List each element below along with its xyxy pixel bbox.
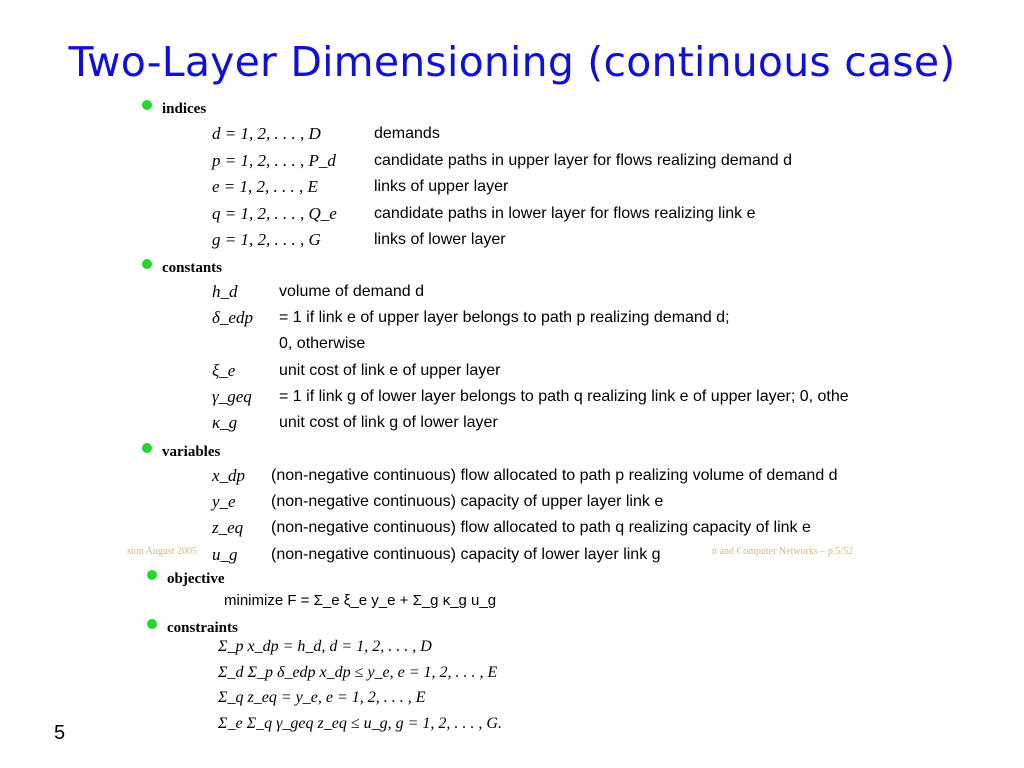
constants-symbol: h_d [212, 282, 238, 301]
indices-description: links of lower layer [374, 231, 506, 248]
bullet-constraints [147, 619, 157, 629]
bullet-variables [142, 443, 152, 453]
constraints-heading: constraints [167, 620, 238, 636]
indices-description: candidate paths in upper layer for flows realizing demand d [374, 151, 793, 169]
constants-heading: constants [162, 260, 223, 276]
variables-heading: variables [162, 444, 221, 460]
variables-description: (non-negative continuous) flow allocated to path p realizing volume of demand d [271, 467, 838, 484]
constants-symbol: ξ_e [212, 360, 236, 380]
indices-symbol: g = 1, 2, . . . , G [212, 230, 321, 249]
indices-description: links of upper layer [374, 178, 509, 195]
constants-symbol: κ_g [212, 413, 238, 432]
constants-symbol: δ_edp [212, 308, 253, 328]
slide-title: Two-Layer Dimensioning (continuous case) [68, 38, 956, 86]
constants-symbol: γ_geq [212, 386, 252, 406]
indices-symbol: p = 1, 2, . . . , P_d [212, 150, 336, 170]
variables-symbol: z_eq [212, 518, 244, 538]
bullet-constants [142, 259, 152, 269]
constraint-row: Σ_q z_eq = y_e, e = 1, 2, . . . , E [218, 689, 426, 706]
bullet-indices [142, 100, 152, 110]
constraint-row: Σ_e Σ_q γ_geq z_eq ≤ u_g, g = 1, 2, . . . , G. [218, 714, 502, 732]
constants-description: = 1 if link g of lower layer belongs to path q realizing link e of upper layer; 0, othe [279, 387, 849, 405]
constants-description: 0, otherwise [279, 335, 366, 353]
footer-left: sion August 2005 [127, 546, 198, 557]
bullet-objective [147, 570, 157, 580]
indices-description: demands [374, 125, 440, 142]
constants-description: unit cost of link g of lower layer [279, 414, 498, 431]
variables-symbol: x_dp [212, 466, 246, 485]
variables-symbol: y_e [212, 492, 236, 512]
variables-description: (non-negative continuous) capacity of lower layer link g [271, 545, 661, 563]
variables-description: (non-negative continuous) capacity of upper layer link e [271, 493, 664, 511]
variables-symbol: u_g [212, 544, 238, 564]
constraint-row: Σ_p x_dp = h_d, d = 1, 2, . . . , D [218, 638, 432, 655]
indices-symbol: q = 1, 2, . . . , Q_e [212, 203, 337, 223]
page-number: 5 [54, 722, 66, 744]
constants-description: unit cost of link e of upper layer [279, 361, 501, 379]
constants-description: volume of demand d [279, 283, 424, 300]
objective-formula: minimize F = Σ_e ξ_e y_e + Σ_g κ_g u_g [224, 592, 497, 609]
footer-right: n and Computer Networks – p.5/52 [712, 546, 854, 557]
indices-symbol: d = 1, 2, . . . , D [212, 124, 321, 143]
indices-heading: indices [162, 101, 207, 117]
constants-description: = 1 if link e of upper layer belongs to path p realizing demand d; [279, 309, 730, 327]
objective-heading: objective [167, 571, 225, 587]
indices-description: candidate paths in lower layer for flows realizing link e [374, 204, 756, 222]
indices-symbol: e = 1, 2, . . . , E [212, 177, 318, 196]
variables-description: (non-negative continuous) flow allocated to path q realizing capacity of link e [271, 519, 811, 537]
constraint-row: Σ_d Σ_p δ_edp x_dp ≤ y_e, e = 1, 2, . . . , E [218, 663, 498, 681]
